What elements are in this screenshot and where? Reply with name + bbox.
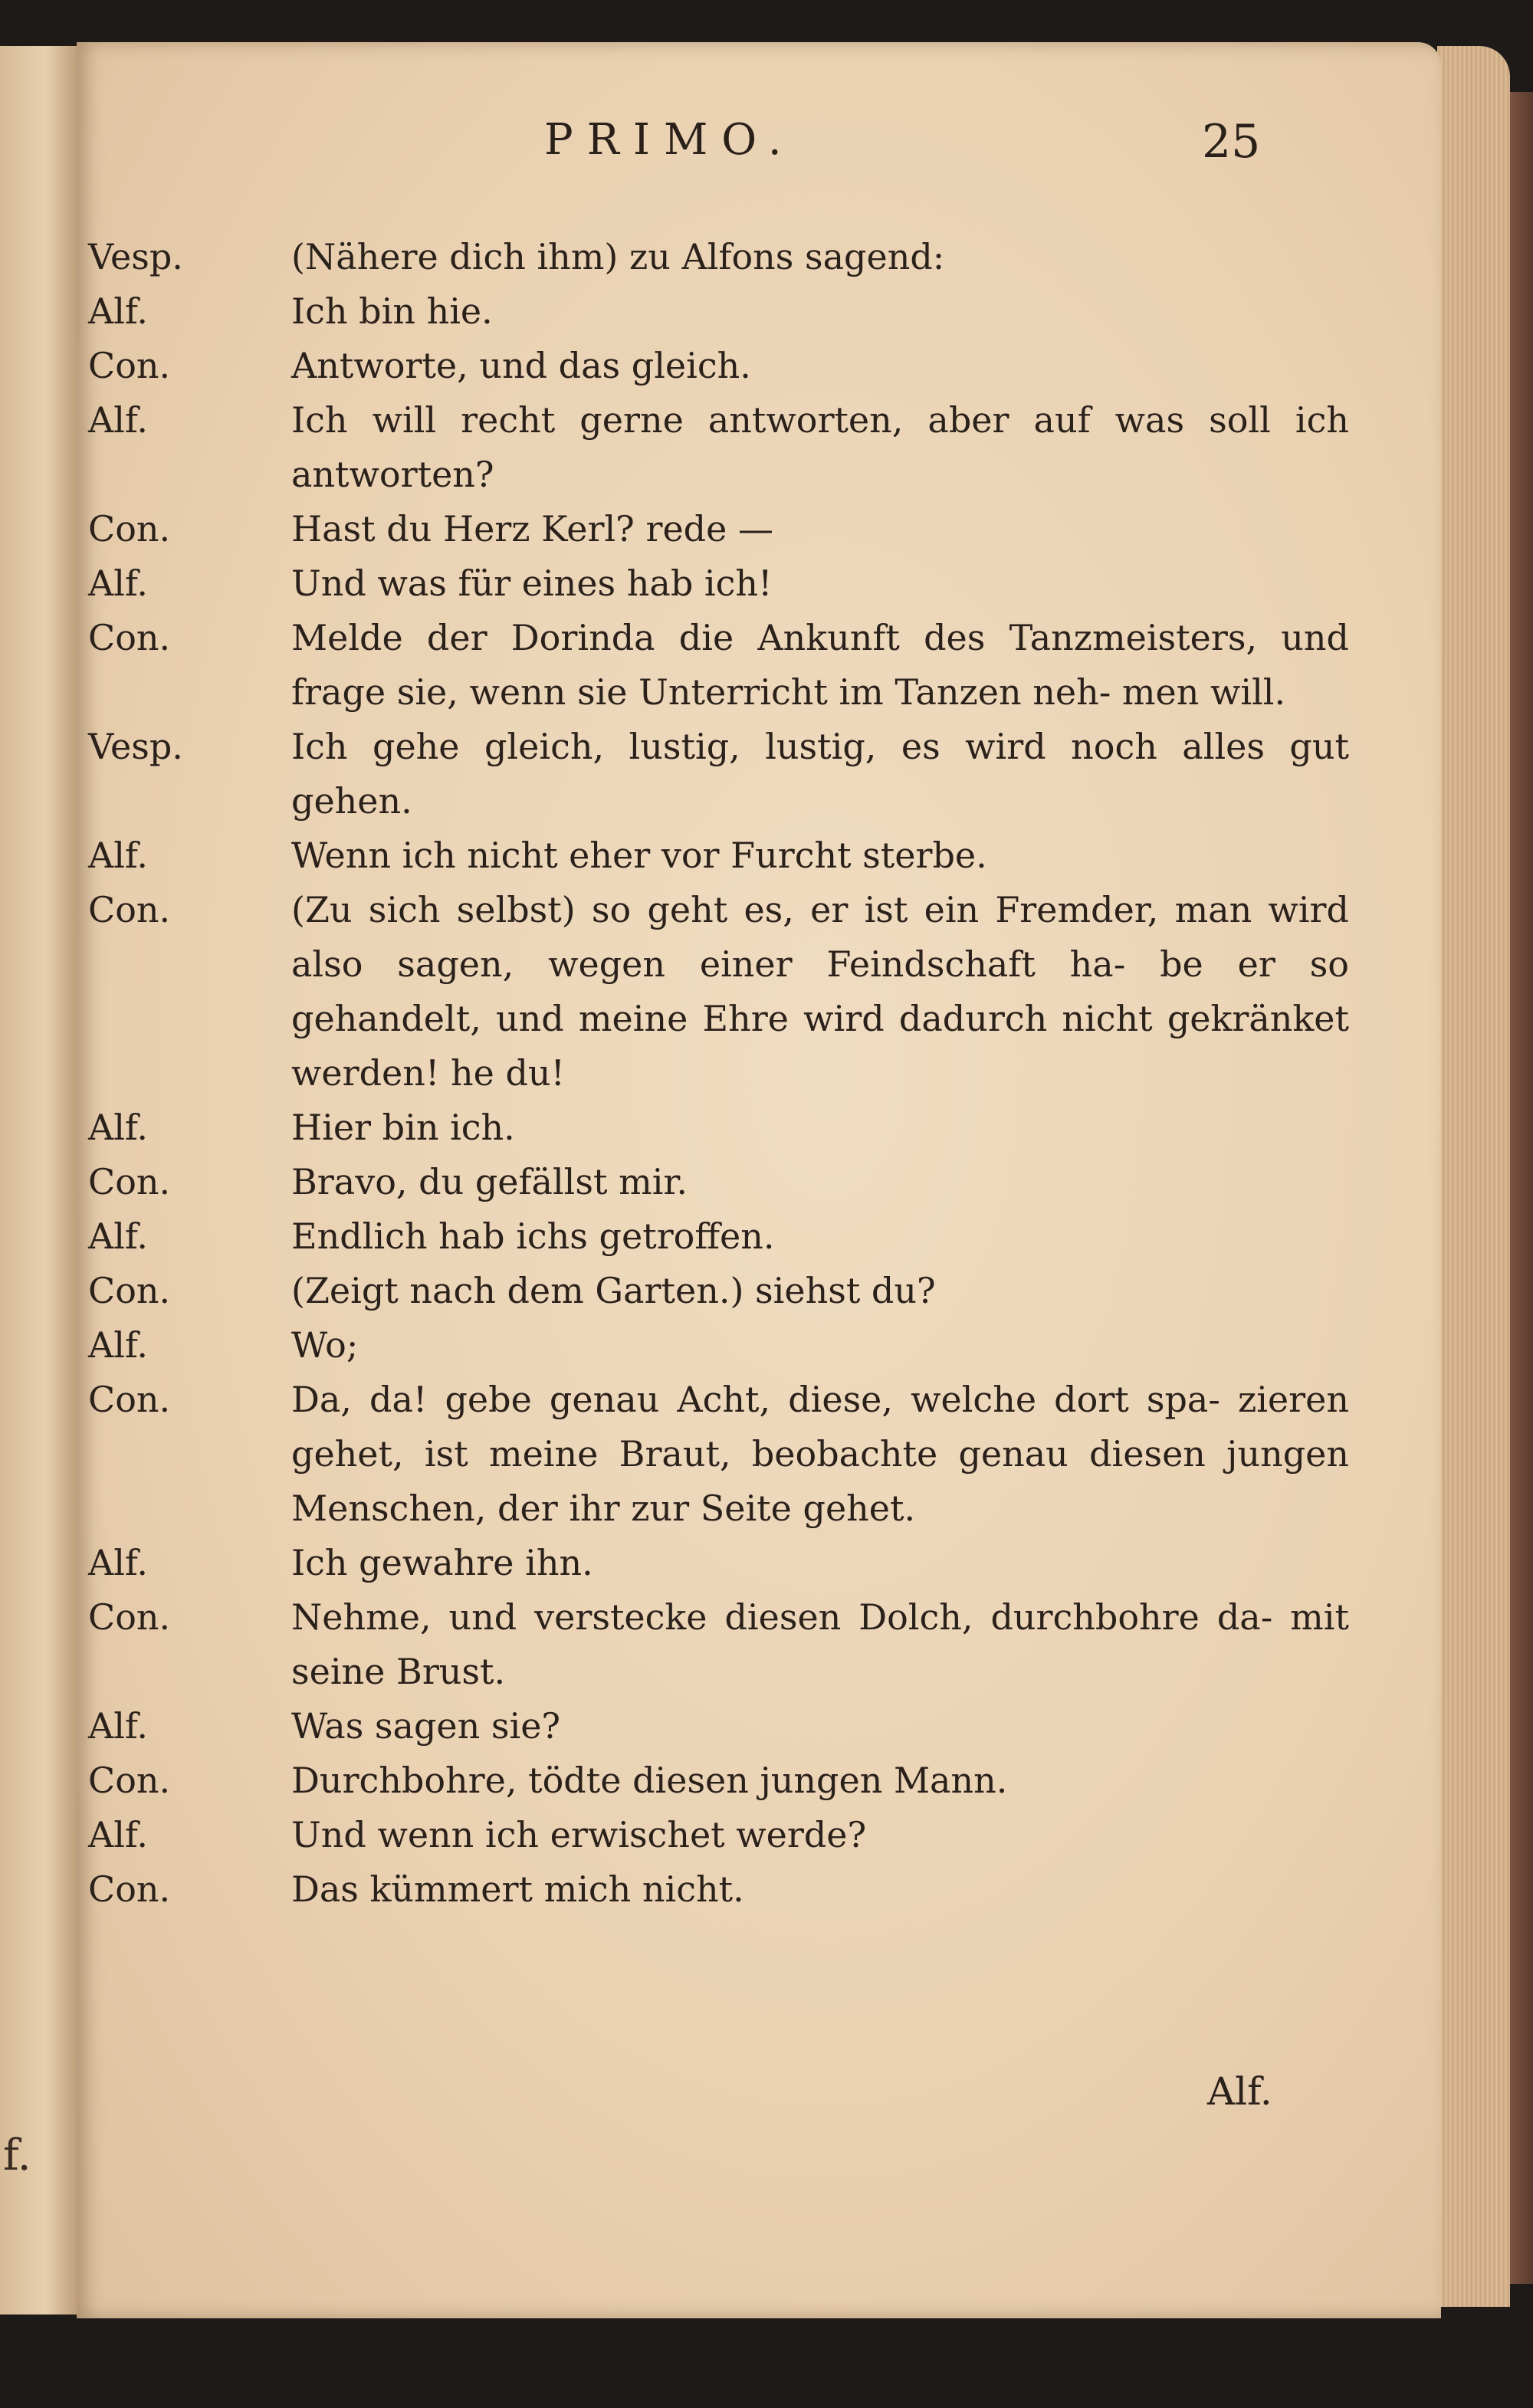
dialogue-entry xyxy=(88,284,1361,339)
speaker-label: Vesp. xyxy=(88,726,183,767)
dialogue-entry xyxy=(88,720,1361,828)
dialogue-list xyxy=(88,230,1361,1917)
dialogue-entry xyxy=(88,828,1361,883)
dialogue-entry xyxy=(88,611,1361,720)
dialogue-entry xyxy=(88,1318,1361,1373)
speaker-label: Con. xyxy=(88,1868,171,1910)
speech-text: Wenn ich nicht eher vor Furcht sterbe. xyxy=(291,835,987,876)
catchword: Alf. xyxy=(1207,2069,1272,2114)
speech-text: Hier bin ich. xyxy=(291,1107,515,1148)
speech-text: Hast du Herz Kerl? rede — xyxy=(291,508,773,550)
page-edges xyxy=(1437,46,1510,2307)
speech-text: (Zeigt nach dem Garten.) siehst du? xyxy=(291,1270,936,1311)
dialogue-entry xyxy=(88,339,1361,393)
dialogue-entry xyxy=(88,230,1361,284)
speaker-label: Alf. xyxy=(88,1215,148,1257)
speech-text: Wo; xyxy=(291,1324,359,1366)
speaker-label: Con. xyxy=(88,345,171,386)
dialogue-entry xyxy=(88,1264,1361,1318)
left-page-edge xyxy=(0,46,77,2315)
speaker-label: Vesp. xyxy=(88,236,183,277)
speech-text: Endlich hab ichs getroffen. xyxy=(291,1215,775,1257)
speaker-label: Alf. xyxy=(88,1107,148,1148)
speaker-label: Alf. xyxy=(88,1324,148,1366)
speech-text: Nehme, und verstecke diesen Dolch, durchbohre da- mit seine Brust. xyxy=(291,1596,1349,1692)
speech-text: Ich gewahre ihn. xyxy=(291,1542,593,1583)
speech-text: Ich will recht gerne antworten, aber auf was soll ich antworten? xyxy=(291,399,1349,495)
speaker-label: Alf. xyxy=(88,835,148,876)
dialogue-entry xyxy=(88,1536,1361,1590)
speaker-label: Con. xyxy=(88,617,171,658)
speaker-label: Con. xyxy=(88,1379,171,1420)
speaker-label: Alf. xyxy=(88,563,148,604)
speech-text: Bravo, du gefällst mir. xyxy=(291,1161,688,1202)
left-page-fragment: f. xyxy=(3,2131,31,2180)
dialogue-entry xyxy=(88,1590,1361,1699)
running-header: PRIMO. xyxy=(544,115,796,165)
speech-text: Und wenn ich erwischet werde? xyxy=(291,1814,867,1855)
dialogue-entry xyxy=(88,1101,1361,1155)
dialogue-entry xyxy=(88,1209,1361,1264)
page-number: 25 xyxy=(1202,115,1261,169)
speaker-label: Con. xyxy=(88,1161,171,1202)
speaker-label: Alf. xyxy=(88,1542,148,1583)
speech-text: Durchbohre, tödte diesen jungen Mann. xyxy=(291,1760,1008,1801)
speaker-label: Con. xyxy=(88,889,171,930)
speaker-label: Alf. xyxy=(88,1814,148,1855)
dialogue-entry xyxy=(88,1862,1361,1917)
speech-text: Melde der Dorinda die Ankunft des Tanzmeisters, und frage sie, wenn sie Unterricht im Tanzen neh- men will. xyxy=(291,617,1349,713)
speech-text: Da, da! gebe genau Acht, diese, welche dort spa- zieren gehet, ist meine Braut, beobachte genau diesen jungen Menschen, der ihr zur Seite gehet. xyxy=(291,1379,1349,1529)
dialogue-entry xyxy=(88,1155,1361,1209)
speech-text: Antworte, und das gleich. xyxy=(291,345,751,386)
dialogue-entry xyxy=(88,1808,1361,1862)
dialogue-entry xyxy=(88,393,1361,502)
speech-text: Was sagen sie? xyxy=(291,1705,561,1747)
speaker-label: Con. xyxy=(88,1270,171,1311)
dialogue-entry xyxy=(88,556,1361,611)
speech-text: Das kümmert mich nicht. xyxy=(291,1868,744,1910)
dialogue-entry xyxy=(88,502,1361,556)
speaker-label: Con. xyxy=(88,1596,171,1638)
speech-text: Und was für eines hab ich! xyxy=(291,563,773,604)
speaker-label: Con. xyxy=(88,1760,171,1801)
dialogue-entry xyxy=(88,1754,1361,1808)
speech-text: (Nähere dich ihm) zu Alfons sagend: xyxy=(291,236,945,277)
speaker-label: Alf. xyxy=(88,1705,148,1747)
dialogue-entry xyxy=(88,1373,1361,1536)
speaker-label: Alf. xyxy=(88,290,148,332)
speech-text: Ich bin hie. xyxy=(291,290,493,332)
speech-text: Ich gehe gleich, lustig, lustig, es wird noch alles gut gehen. xyxy=(291,726,1349,822)
dialogue-entry xyxy=(88,883,1361,1101)
dialogue-entry xyxy=(88,1699,1361,1754)
speaker-label: Alf. xyxy=(88,399,148,441)
speaker-label: Con. xyxy=(88,508,171,550)
speech-text: (Zu sich selbst) so geht es, er ist ein Fremder, man wird also sagen, wegen einer Feindschaft ha- be er so gehandelt, und meine Ehre wird dadurch nicht gekränket werden! he du! xyxy=(291,889,1349,1094)
